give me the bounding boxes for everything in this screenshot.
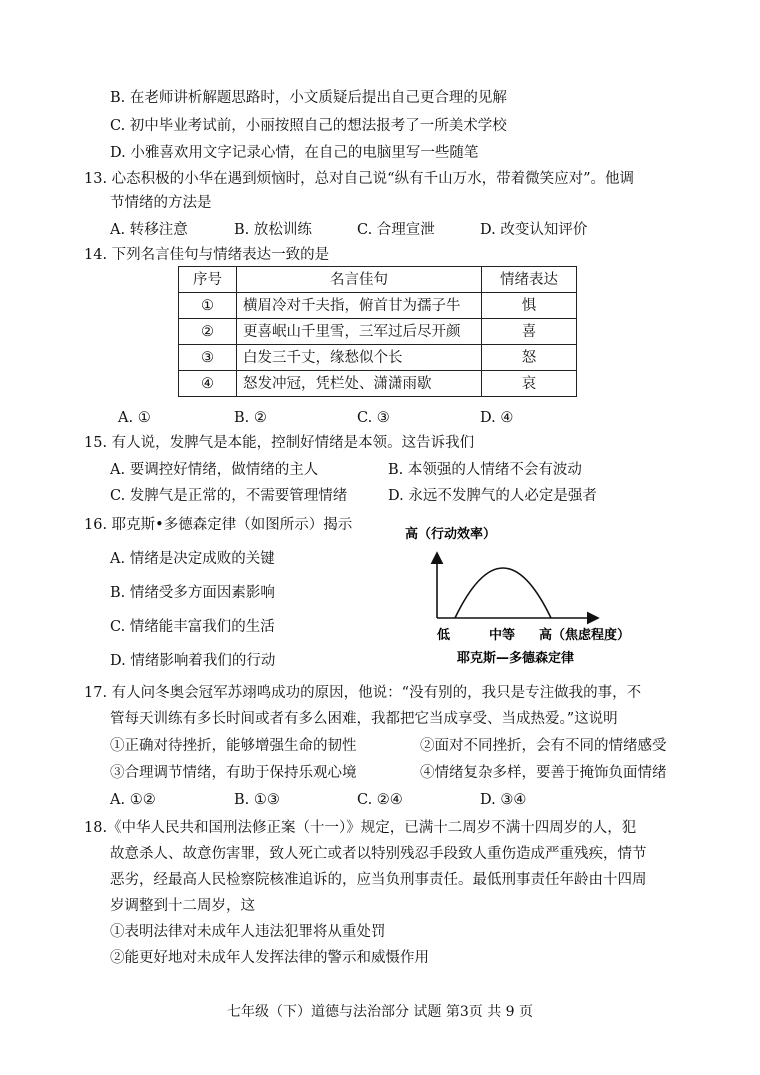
table-row bbox=[179, 371, 577, 397]
table-row bbox=[179, 319, 577, 345]
header-quote: 名言佳句 bbox=[237, 267, 482, 293]
table-row bbox=[179, 293, 577, 319]
row-number: ④ bbox=[179, 371, 237, 397]
q15-option-a: A. 要调控好情绪，做情绪的主人 bbox=[110, 462, 319, 478]
q18-stem-line4: 岁调整到十二周岁，这 bbox=[110, 898, 255, 914]
row-number: ② bbox=[179, 319, 237, 345]
q17-stem-line1: 17. 有人问冬奥会冠军苏翊鸣成功的原因，他说：“没有别的，我只是专注做我的事，不 bbox=[84, 685, 642, 701]
q17-item-2: ②面对不同挫折，会有不同的情绪感受 bbox=[420, 738, 667, 754]
q17-stem-line2: 管每天训练有多长时间或者有多么困难，我都把它当成享受、当成热爱。”这说明 bbox=[110, 711, 618, 727]
inverted-u-curve bbox=[455, 568, 551, 618]
x-label-low: 低 bbox=[437, 628, 451, 643]
quotes-table bbox=[178, 266, 577, 397]
figure-caption: 耶克斯—多德森定律 bbox=[457, 651, 575, 666]
q17-option-b: B. ①③ bbox=[234, 792, 280, 808]
q18-item-2: ②能更好地对未成年人发挥法律的警示和威慑作用 bbox=[110, 950, 429, 966]
q16-option-c: C. 情绪能丰富我们的生活 bbox=[110, 619, 275, 635]
q12-option-b: B. 在老师讲析解题思路时，小文质疑后提出自己更合理的见解 bbox=[110, 90, 507, 106]
row-emotion: 惧 bbox=[482, 293, 577, 319]
q17-item-1: ①正确对待挫折，能够增强生命的韧性 bbox=[110, 738, 357, 754]
q15-stem: 15. 有人说，发脾气是本能，控制好情绪是本领。这告诉我们 bbox=[84, 435, 475, 451]
q13-option-a: A. 转移注意 bbox=[110, 222, 188, 238]
row-number: ① bbox=[179, 293, 237, 319]
q13-option-d: D. 改变认知评价 bbox=[480, 222, 588, 238]
row-emotion: 怒 bbox=[482, 345, 577, 371]
q13-option-b: B. 放松训练 bbox=[234, 222, 312, 238]
row-quote: 白发三千丈，缘愁似个长 bbox=[237, 345, 482, 371]
q17-option-d: D. ③④ bbox=[480, 792, 527, 808]
q14-option-d: D. ④ bbox=[480, 410, 514, 426]
q17-option-c: C. ②④ bbox=[357, 792, 403, 808]
q18-item-1: ①表明法律对未成年人违法犯罪将从重处罚 bbox=[110, 924, 386, 940]
q13-option-c: C. 合理宣泄 bbox=[357, 222, 435, 238]
q16-option-d: D. 情绪影响着我们的行动 bbox=[110, 653, 276, 669]
q12-option-c: C. 初中毕业考试前，小丽按照自己的想法报考了一所美术学校 bbox=[110, 118, 507, 134]
q16-option-b: B. 情绪受多方面因素影响 bbox=[110, 585, 275, 601]
q18-stem-line1: 18.《中华人民共和国刑法修正案（十一）》规定，已满十二周岁不满十四周岁的人，犯 bbox=[84, 820, 637, 836]
q16-option-a: A. 情绪是决定成败的关键 bbox=[110, 551, 275, 567]
row-quote: 更喜岷山千里雪，三军过后尽开颜 bbox=[237, 319, 482, 345]
q14-option-a: A. ① bbox=[118, 410, 151, 426]
page-footer: 七年级（下）道德与法治部分 试题 第3页 共 9 页 bbox=[226, 1004, 534, 1020]
row-quote: 横眉冷对千夫指，俯首甘为孺子牛 bbox=[237, 293, 482, 319]
q13-stem-line2: 节情绪的方法是 bbox=[110, 195, 212, 211]
x-label-mid: 中等 bbox=[489, 628, 516, 643]
q15-option-d: D. 永远不发脾气的人必定是强者 bbox=[388, 488, 597, 504]
q14-stem: 14. 下列名言佳句与情绪表达一致的是 bbox=[84, 247, 330, 263]
header-number: 序号 bbox=[179, 267, 237, 293]
row-emotion: 哀 bbox=[482, 371, 577, 397]
q14-option-c: C. ③ bbox=[357, 410, 390, 426]
header-emotion: 情绪表达 bbox=[482, 267, 577, 293]
q18-stem-line3: 恶劣，经最高人民检察院核准追诉的，应当负刑事责任。最低刑事责任年龄由十四周 bbox=[110, 872, 647, 888]
q17-item-4: ④情绪复杂多样，要善于掩饰负面情绪 bbox=[420, 765, 667, 781]
q15-option-b: B. 本领强的人情绪不会有波动 bbox=[388, 462, 582, 478]
q18-stem-line2: 故意杀人、故意伤害罪，致人死亡或者以特别残忍手段致人重伤造成严重残疾，情节 bbox=[110, 846, 647, 862]
q17-option-a: A. ①② bbox=[110, 792, 156, 808]
q13-stem-line1: 13. 心态积极的小华在遇到烦恼时，总对自己说“纵有千山万水，带着微笑应对”。他调 bbox=[84, 171, 634, 187]
row-number: ③ bbox=[179, 345, 237, 371]
y-axis-label: 高（行动效率） bbox=[405, 527, 497, 542]
x-label-high: 高（焦虑程度） bbox=[539, 628, 631, 643]
q16-stem: 16. 耶克斯•多德森定律（如图所示）揭示 bbox=[84, 517, 353, 533]
q15-option-c: C. 发脾气是正常的，不需要管理情绪 bbox=[110, 488, 348, 504]
q17-item-3: ③合理调节情绪，有助于保持乐观心境 bbox=[110, 765, 357, 781]
q14-option-b: B. ② bbox=[234, 410, 267, 426]
table-header-row bbox=[179, 267, 577, 293]
row-quote: 怒发冲冠，凭栏处、潇潇雨歇 bbox=[237, 371, 482, 397]
yerkes-dodson-figure bbox=[395, 520, 655, 670]
row-emotion: 喜 bbox=[482, 319, 577, 345]
q12-option-d: D. 小雅喜欢用文字记录心情，在自己的电脑里写一些随笔 bbox=[110, 145, 479, 161]
table-row bbox=[179, 345, 577, 371]
